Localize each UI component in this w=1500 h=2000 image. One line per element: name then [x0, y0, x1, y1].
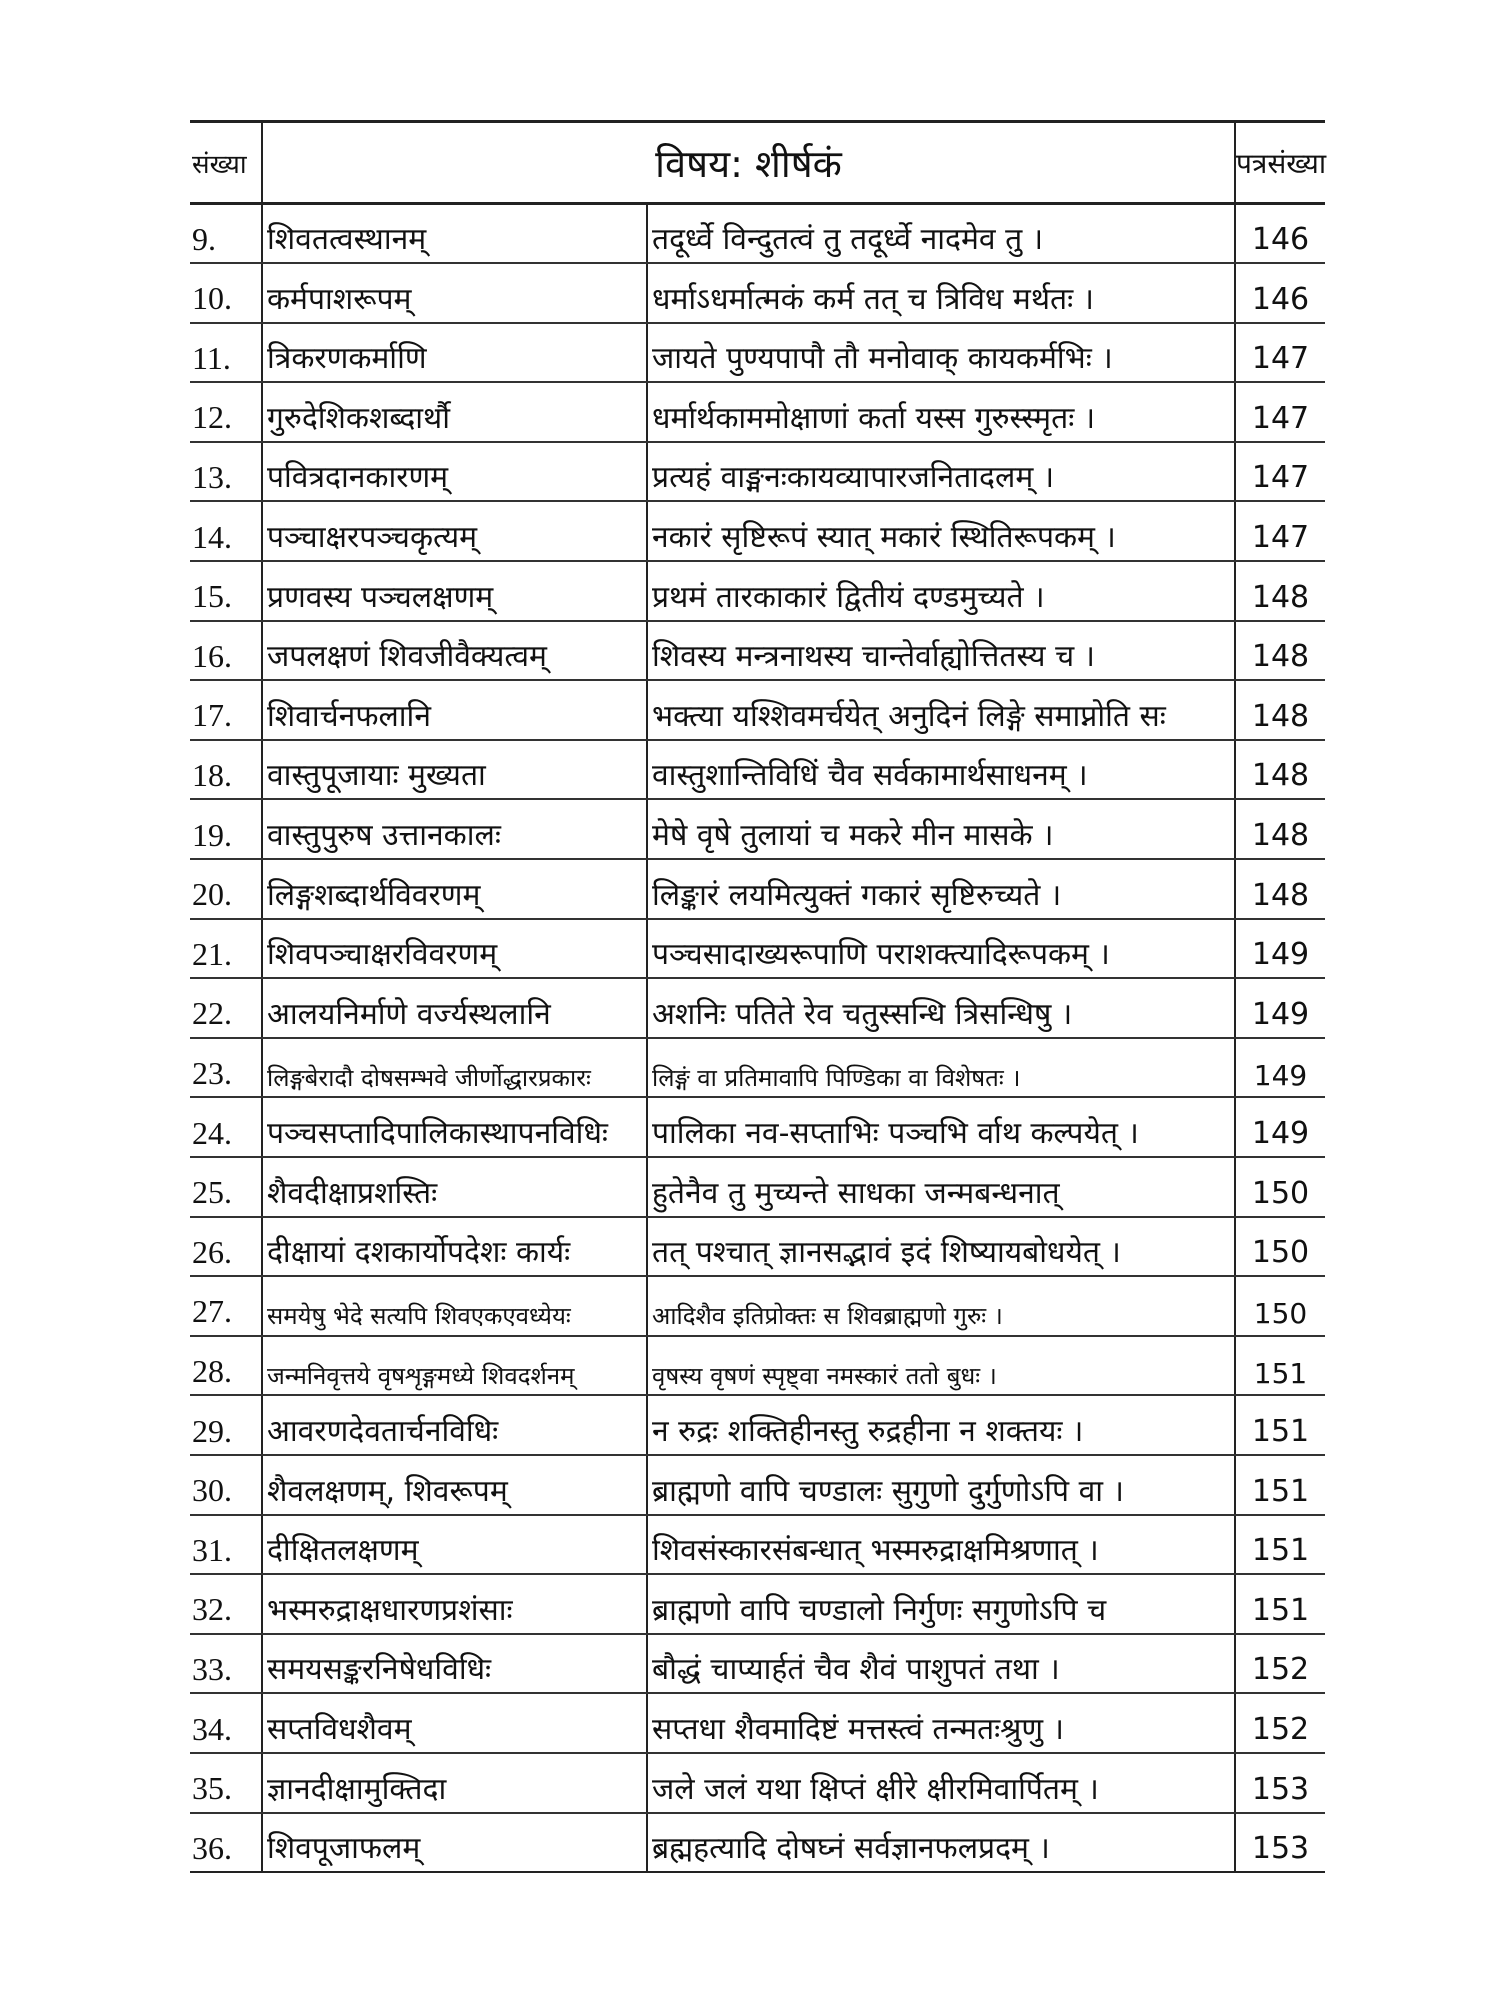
- row-number: 16.: [190, 621, 262, 681]
- row-number: 29.: [190, 1395, 262, 1455]
- row-page-number: 147: [1235, 501, 1325, 561]
- row-title: लिङ्गशब्दार्थविवरणम्: [262, 859, 647, 919]
- table-row: [190, 621, 1325, 681]
- row-number: 10.: [190, 263, 262, 323]
- row-verse: ब्राह्मणो वापि चण्डालः सुगुणो दुर्गुणोऽपि वा ।: [647, 1455, 1235, 1515]
- row-verse: जले जलं यथा क्षिप्तं क्षीरे क्षीरमिवार्पितम् ।: [647, 1753, 1235, 1813]
- table-row: [190, 919, 1325, 979]
- table-row: [190, 1217, 1325, 1277]
- row-page-number: 149: [1235, 978, 1325, 1038]
- row-number: 30.: [190, 1455, 262, 1515]
- table-row: [190, 1515, 1325, 1575]
- row-verse: प्रथमं तारकाकारं द्वितीयं दण्डमुच्यते ।: [647, 561, 1235, 621]
- row-verse: आदिशैव इतिप्रोक्तः स शिवब्राह्मणो गुरुः ।: [647, 1276, 1235, 1336]
- row-number: 22.: [190, 978, 262, 1038]
- row-number: 27.: [190, 1276, 262, 1336]
- row-number: 20.: [190, 859, 262, 919]
- row-verse: मेषे वृषे तुलायां च मकरे मीन मासके ।: [647, 799, 1235, 859]
- table-row: [190, 263, 1325, 323]
- row-title: प्रणवस्य पञ्चलक्षणम्: [262, 561, 647, 621]
- contents-page: [190, 120, 1325, 1873]
- table-row: [190, 680, 1325, 740]
- row-title: सप्तविधशैवम्: [262, 1693, 647, 1753]
- row-number: 23.: [190, 1038, 262, 1098]
- row-number: 36.: [190, 1813, 262, 1873]
- header-page: पत्रसंख्या: [1235, 122, 1325, 204]
- row-page-number: 152: [1235, 1693, 1325, 1753]
- row-verse: लिङ्गं वा प्रतिमावापि पिण्डिका वा विशेषतः ।: [647, 1038, 1235, 1098]
- header-number: संख्या: [190, 122, 262, 204]
- row-page-number: 150: [1235, 1157, 1325, 1217]
- table-row: [190, 561, 1325, 621]
- table-row: [190, 1038, 1325, 1098]
- row-page-number: 148: [1235, 680, 1325, 740]
- row-number: 18.: [190, 740, 262, 800]
- row-title: लिङ्गबेरादौ दोषसम्भवे जीर्णोद्धारप्रकारः: [262, 1038, 647, 1098]
- row-page-number: 148: [1235, 740, 1325, 800]
- row-page-number: 151: [1235, 1336, 1325, 1396]
- row-title: पवित्रदानकारणम्: [262, 442, 647, 502]
- row-verse: भक्त्या यश्शिवमर्चयेत् अनुदिनं लिङ्गे समाप्नोति सः: [647, 680, 1235, 740]
- row-number: 11.: [190, 323, 262, 383]
- row-page-number: 151: [1235, 1515, 1325, 1575]
- row-title: दीक्षायां दशकार्योपदेशः कार्यः: [262, 1217, 647, 1277]
- row-number: 28.: [190, 1336, 262, 1396]
- row-page-number: 147: [1235, 442, 1325, 502]
- row-page-number: 148: [1235, 859, 1325, 919]
- row-page-number: 150: [1235, 1217, 1325, 1277]
- row-number: 31.: [190, 1515, 262, 1575]
- table-row: [190, 740, 1325, 800]
- row-verse: ब्राह्मणो वापि चण्डालो निर्गुणः सगुणोऽपि च: [647, 1574, 1235, 1634]
- row-title: वास्तुपुरुष उत्तानकालः: [262, 799, 647, 859]
- row-page-number: 149: [1235, 1097, 1325, 1157]
- row-number: 9.: [190, 204, 262, 264]
- table-row: [190, 1693, 1325, 1753]
- row-title: भस्मरुद्राक्षधारणप्रशंसाः: [262, 1574, 647, 1634]
- row-verse: लिङ्कारं लयमित्युक्तं गकारं सृष्टिरुच्यते ।: [647, 859, 1235, 919]
- row-verse: अशनिः पतिते रेव चतुस्सन्धि त्रिसन्धिषु ।: [647, 978, 1235, 1038]
- row-number: 17.: [190, 680, 262, 740]
- row-verse: पालिका नव-सप्ताभिः पञ्चभि र्वाथ कल्पयेत् ।: [647, 1097, 1235, 1157]
- table-row: [190, 859, 1325, 919]
- row-page-number: 149: [1235, 1038, 1325, 1098]
- row-title: समयसङ्करनिषेधविधिः: [262, 1634, 647, 1694]
- table-row: [190, 1097, 1325, 1157]
- row-verse: नकारं सृष्टिरूपं स्यात् मकारं स्थितिरूपकम् ।: [647, 501, 1235, 561]
- contents-rows: [190, 204, 1325, 1873]
- row-number: 13.: [190, 442, 262, 502]
- row-page-number: 147: [1235, 382, 1325, 442]
- table-row: [190, 799, 1325, 859]
- row-verse: वास्तुशान्तिविधिं चैव सर्वकामार्थसाधनम् ।: [647, 740, 1235, 800]
- row-title: वास्तुपूजायाः मुख्यता: [262, 740, 647, 800]
- row-number: 33.: [190, 1634, 262, 1694]
- row-verse: वृषस्य वृषणं स्पृष्ट्वा नमस्कारं ततो बुधः ।: [647, 1336, 1235, 1396]
- header-subject: विषय: शीर्षकं: [262, 122, 1235, 204]
- table-row: [190, 1276, 1325, 1336]
- row-verse: धर्मार्थकाममोक्षाणां कर्ता यस्स गुरुस्स्मृतः ।: [647, 382, 1235, 442]
- row-number: 12.: [190, 382, 262, 442]
- row-page-number: 146: [1235, 263, 1325, 323]
- row-title: ज्ञानदीक्षामुक्तिदा: [262, 1753, 647, 1813]
- table-row: [190, 1157, 1325, 1217]
- table-row: [190, 1455, 1325, 1515]
- row-page-number: 153: [1235, 1753, 1325, 1813]
- row-page-number: 151: [1235, 1455, 1325, 1515]
- row-verse: हुतेनैव तु मुच्यन्ते साधका जन्मबन्धनात्: [647, 1157, 1235, 1217]
- header-row: [190, 122, 1325, 204]
- table-row: [190, 978, 1325, 1038]
- row-page-number: 152: [1235, 1634, 1325, 1694]
- table-row: [190, 1634, 1325, 1694]
- row-title: शिवार्चनफलानि: [262, 680, 647, 740]
- row-number: 26.: [190, 1217, 262, 1277]
- row-verse: पञ्चसादाख्यरूपाणि पराशक्त्यादिरूपकम् ।: [647, 919, 1235, 979]
- row-title: शिवतत्वस्थानम्: [262, 204, 647, 264]
- row-title: दीक्षितलक्षणम्: [262, 1515, 647, 1575]
- table-row: [190, 501, 1325, 561]
- row-verse: प्रत्यहं वाङ्मनःकायव्यापारजनितादलम् ।: [647, 442, 1235, 502]
- row-page-number: 150: [1235, 1276, 1325, 1336]
- row-verse: शिवसंस्कारसंबन्धात् भस्मरुद्राक्षमिश्रणात् ।: [647, 1515, 1235, 1575]
- table-row: [190, 323, 1325, 383]
- row-page-number: 148: [1235, 561, 1325, 621]
- row-title: गुरुदेशिकशब्दार्थौ: [262, 382, 647, 442]
- row-title: पञ्चाक्षरपञ्चकृत्यम्: [262, 501, 647, 561]
- table-row: [190, 204, 1325, 264]
- row-verse: जायते पुण्यपापौ तौ मनोवाक् कायकर्मभिः ।: [647, 323, 1235, 383]
- row-number: 32.: [190, 1574, 262, 1634]
- row-number: 19.: [190, 799, 262, 859]
- row-page-number: 148: [1235, 799, 1325, 859]
- row-page-number: 148: [1235, 621, 1325, 681]
- row-page-number: 146: [1235, 204, 1325, 264]
- row-title: त्रिकरणकर्माणि: [262, 323, 647, 383]
- row-number: 24.: [190, 1097, 262, 1157]
- row-title: कर्मपाशरूपम्: [262, 263, 647, 323]
- table-row: [190, 1395, 1325, 1455]
- row-verse: तत् पश्चात् ज्ञानसद्भावं इदं शिष्यायबोधयेत् ।: [647, 1217, 1235, 1277]
- row-title: आलयनिर्माणे वर्ज्यस्थलानि: [262, 978, 647, 1038]
- table-row: [190, 1753, 1325, 1813]
- row-title: शैवलक्षणम्, शिवरूपम्: [262, 1455, 647, 1515]
- row-verse: सप्तधा शैवमादिष्टं मत्तस्त्वं तन्मतःश्रुणु ।: [647, 1693, 1235, 1753]
- row-title: जन्मनिवृत्तये वृषशृङ्गमध्ये शिवदर्शनम्: [262, 1336, 647, 1396]
- table-row: [190, 382, 1325, 442]
- row-verse: तदूर्ध्वे विन्दुतत्वं तु तदूर्ध्वे नादमेव तु ।: [647, 204, 1235, 264]
- row-title: शैवदीक्षाप्रशस्तिः: [262, 1157, 647, 1217]
- row-number: 34.: [190, 1693, 262, 1753]
- row-number: 21.: [190, 919, 262, 979]
- row-page-number: 151: [1235, 1395, 1325, 1455]
- table-row: [190, 1574, 1325, 1634]
- row-number: 14.: [190, 501, 262, 561]
- row-page-number: 151: [1235, 1574, 1325, 1634]
- contents-table: [190, 120, 1325, 1873]
- table-row: [190, 1813, 1325, 1873]
- row-number: 15.: [190, 561, 262, 621]
- table-row: [190, 442, 1325, 502]
- table-row: [190, 1336, 1325, 1396]
- row-title: जपलक्षणं शिवजीवैक्यत्वम्: [262, 621, 647, 681]
- row-page-number: 153: [1235, 1813, 1325, 1873]
- row-verse: ब्रह्महत्यादि दोषघ्नं सर्वज्ञानफलप्रदम् ।: [647, 1813, 1235, 1873]
- row-title: समयेषु भेदे सत्यपि शिवएकएवध्येयः: [262, 1276, 647, 1336]
- row-title: पञ्चसप्तादिपालिकास्थापनविधिः: [262, 1097, 647, 1157]
- row-title: आवरणदेवतार्चनविधिः: [262, 1395, 647, 1455]
- row-number: 35.: [190, 1753, 262, 1813]
- row-verse: न रुद्रः शक्तिहीनस्तु रुद्रहीना न शक्तयः ।: [647, 1395, 1235, 1455]
- row-number: 25.: [190, 1157, 262, 1217]
- row-verse: बौद्धं चाप्यार्हतं चैव शैवं पाशुपतं तथा ।: [647, 1634, 1235, 1694]
- row-title: शिवपञ्चाक्षरविवरणम्: [262, 919, 647, 979]
- row-verse: शिवस्य मन्त्रनाथस्य चान्तेर्वाह्योत्तितस्य च ।: [647, 621, 1235, 681]
- row-title: शिवपूजाफलम्: [262, 1813, 647, 1873]
- row-verse: धर्माऽधर्मात्मकं कर्म तत् च त्रिविध मर्थतः ।: [647, 263, 1235, 323]
- row-page-number: 147: [1235, 323, 1325, 383]
- row-page-number: 149: [1235, 919, 1325, 979]
